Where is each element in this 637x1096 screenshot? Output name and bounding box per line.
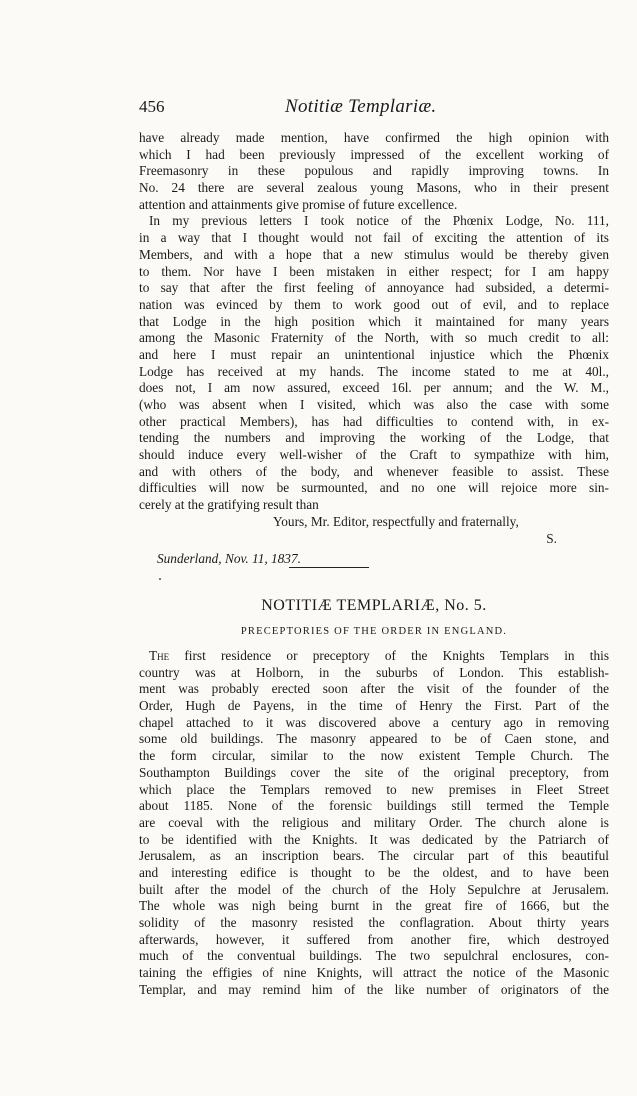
text-line: Southampton Buildings cover the site of the original preceptory, from (139, 764, 609, 780)
text-line: (who was absent when I visited, which was also the case with some (139, 397, 609, 412)
text-line: some old buildings. The masonry appeared to be of Caen stone, and (139, 731, 609, 747)
letter-body (139, 130, 609, 514)
text-line: tending the numbers and improving the working of the Lodge, that (139, 430, 609, 446)
text-line: ment was probably erected soon after the visit of the founder of the (139, 681, 609, 697)
text-line: built after the model of the church of the Holy Sepulchre at Jerusalem. (139, 881, 609, 897)
text-line: country was at Holborn, in the suburbs of London. This establish- (139, 664, 609, 680)
text-line: and here I must repair an unintentional injustice which the Phœnix (139, 346, 609, 362)
letter-dateline: Sunderland, Nov. 11, 1837. (157, 551, 301, 567)
text-line: taining the effigies of nine Knights, will attract the notice of the Masonic (139, 965, 609, 981)
text-line: Order, Hugh de Payens, in the time of Henry the First. Part of the (139, 698, 609, 714)
text-line: solidity of the masonry resisted the conflagration. About thirty years (139, 915, 609, 930)
text-line: which I had been previously impressed of the excellent working of (139, 146, 609, 162)
letter-page (139, 96, 609, 568)
text-line: Members, and with a hope that a new stimulus would be thereby given (139, 246, 609, 262)
text-line: are coeval with the religious and military Order. The church alone is (139, 814, 609, 830)
text-line: and interesting edifice is thought to be the oldest, and to have been (139, 864, 609, 880)
article-title: NOTITIÆ TEMPLARIÆ, No. 5. (261, 597, 487, 614)
text-line: In my previous letters I took notice of the Phœnix Lodge, No. 111, (149, 213, 609, 229)
page-header (139, 96, 609, 120)
text-line: does not, I am now assured, exceed 16l. per annum; and the W. M., (139, 380, 609, 396)
text-line: and with others of the body, and whenever feasible to assist. These (139, 463, 609, 479)
text-line: Templar, and may remind him of the like number of originators of the (139, 981, 609, 997)
text-line (139, 648, 609, 665)
text-line: which place the Templars removed to new premises in Fleet Street (139, 781, 609, 797)
letter-signature: S. (546, 530, 557, 546)
article-subtitle: PRECEPTORIES OF THE ORDER IN ENGLAND. (240, 626, 508, 637)
text-line: to be identified with the Knights. It was dedicated by the Patriarch of (139, 831, 609, 847)
text-line: to them. Nor have I been mistaken in either respect; for I am happy (139, 263, 609, 279)
text-line: have already made mention, have confirmed the high opinion with (139, 130, 609, 145)
text-line: attention and attainments give promise of future excellence. (139, 196, 458, 212)
text-line: much of the conventual buildings. The two sepulchral enclosures, con- (139, 948, 609, 964)
section-divider (289, 567, 369, 568)
text-line: afterwards, however, it suffered from another fire, which destroyed (139, 931, 609, 947)
text-line: the form circular, similar to the now existent Temple Church. The (139, 748, 609, 764)
text-line: difficulties will now be surmounted, and no one will rejoice more sin- (139, 480, 609, 496)
text-line: to say that after the first feeling of annoyance had subsided, a determi- (139, 280, 609, 296)
text-line: The whole was nigh being burnt in the great fire of 1666, but the (139, 898, 609, 914)
text-line: Lodge has received at my hands. The income stated to me at 40l., (139, 363, 609, 379)
text-line: Freemasonry in these populous and rapidly improving towns. In (139, 163, 609, 179)
running-title: Notitiæ Templariæ. (285, 96, 437, 117)
first-line-rest: first residence or preceptory of the Knights Templars in this (169, 648, 609, 663)
text-line: chapel attached to it was discovered above a century ago in removing (139, 714, 609, 730)
text-line: among the Masonic Fraternity of the North, with so much credit to all: (139, 330, 609, 346)
text-line: in a way that I thought would not fail of exciting the attention of its (139, 230, 609, 246)
text-line: Jerusalem, as an inscription bears. The circular part of this beautiful (139, 848, 609, 864)
letter-closing: Yours, Mr. Editor, respectfully and fraternally, (273, 513, 519, 529)
stray-mark (159, 578, 161, 580)
text-line: about 1185. None of the forensic buildings still termed the Temple (139, 798, 609, 814)
text-line: that Lodge in the high position which it maintained for many years (139, 313, 609, 329)
text-line: other practical Members), has had difficulties to contend with, in ex- (139, 413, 609, 429)
text-line: should induce every well-wisher of the Craft to sympathize with him, (139, 447, 609, 463)
article-section (139, 595, 609, 998)
text-line: No. 24 there are several zealous young Masons, who in their present (139, 180, 609, 196)
page-number: 456 (139, 97, 165, 116)
text-line: nation was evinced by them to work good out of evil, and to replace (139, 296, 609, 312)
text-line: cerely at the gratifying result than (139, 497, 319, 513)
article-body (139, 648, 609, 998)
drop-word: The (149, 648, 170, 663)
